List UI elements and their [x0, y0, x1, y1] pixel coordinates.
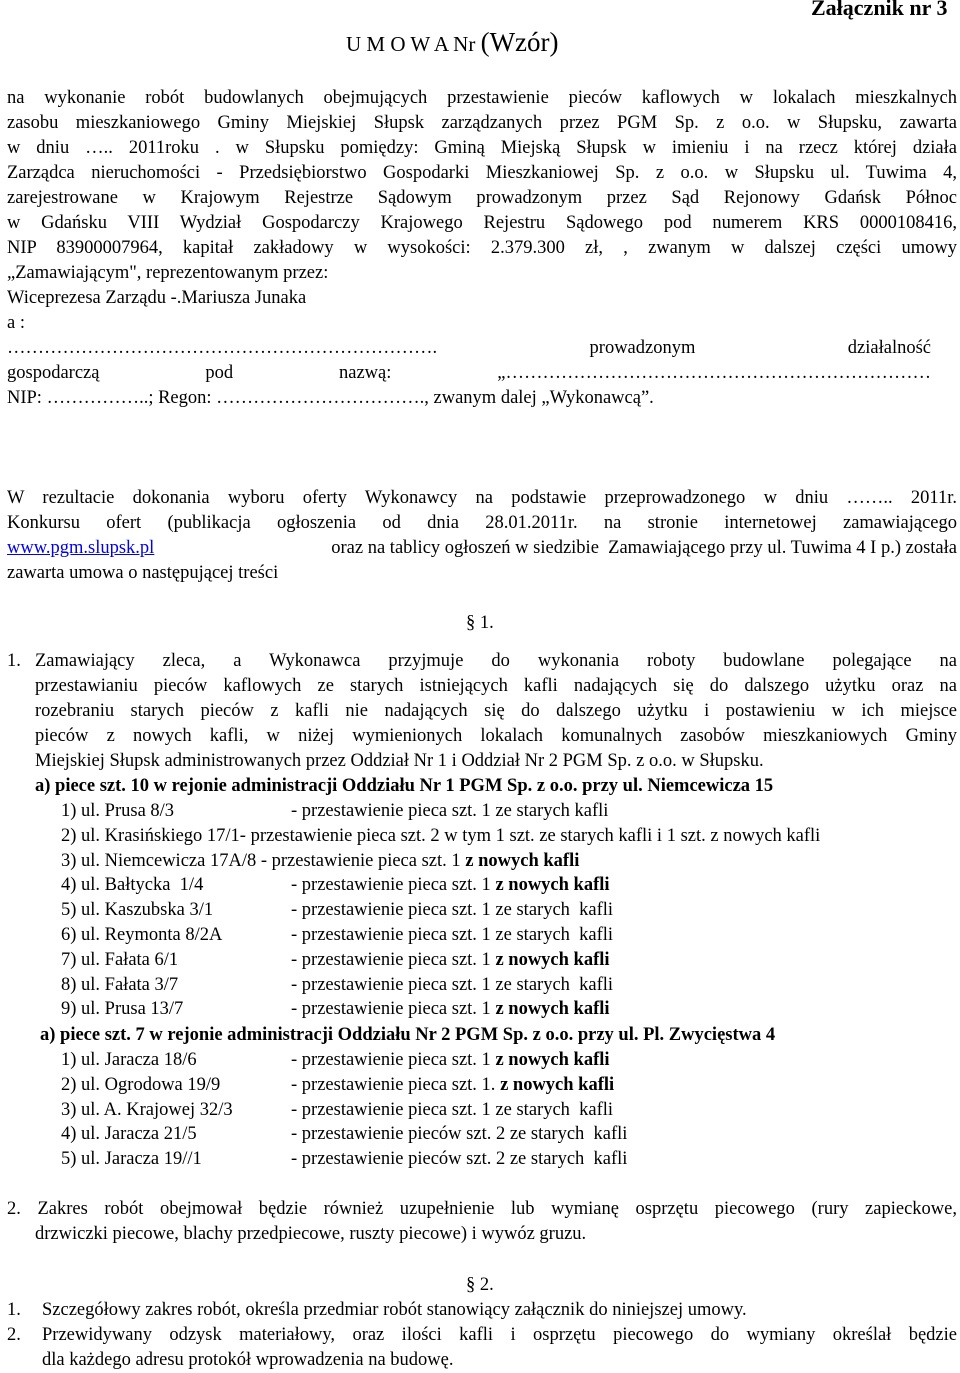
list-item-bold-note: z nowych kafli — [495, 1050, 610, 1070]
list-item-description-text: - przestawienie pieca szt. 1 ze starych kafli — [291, 974, 614, 995]
list-item — [61, 1073, 615, 1098]
item-text: Szczegółowy zakres robót, określa przedmiar robót stanowiący załącznik do niniejszej umowy. — [42, 1300, 747, 1320]
item-number: 1. — [7, 1300, 21, 1320]
list-item — [61, 1122, 628, 1147]
list-item-description — [291, 1098, 613, 1123]
point-line: pieców z nowych kafli, w niżej wymienionych lokalach komunalnych zasobów mieszkaniowych Gminy — [35, 726, 957, 746]
intro-line: a : — [7, 313, 25, 333]
list-item — [61, 824, 820, 849]
point-number: 1. — [7, 651, 21, 671]
list-item — [61, 948, 610, 973]
intro-line: NIP 83900007964, kapitał zakładowy w wysokości: 2.379.300 zł, , zwanym w dalszej części umowy — [7, 238, 957, 258]
list-item-address: 1) ul. Jaracza 18/6 — [61, 1050, 197, 1070]
list-item-description-text: - przestawienie pieca szt. 1 — [291, 1050, 491, 1070]
list-item-description — [291, 948, 610, 973]
list-item-description — [291, 799, 608, 824]
list-item-description — [291, 1073, 614, 1098]
list-item-address: 2) ul. Ogrodowa 19/9 — [61, 1074, 221, 1095]
list-item-address: 6) ul. Reymonta 8/2A — [61, 925, 223, 945]
list-item-description-text: - przestawienie pieców szt. 2 ze starych kafli — [291, 1149, 628, 1170]
list-item-address: 9) ul. Prusa 13/7 — [61, 999, 184, 1020]
list-item-description-text: - przestawienie pieca szt. 1 ze starych kafli — [291, 925, 614, 945]
list-item-address: 8) ul. Fałata 3/7 — [61, 974, 179, 995]
intro-line: w dniu ….. 2011roku . w Słupsku pomiędzy: Gminą Miejską Słupsk w imieniu i na rzecz której działa — [7, 138, 957, 158]
list-item-description — [291, 1122, 627, 1147]
list-item-description-text: - przestawienie pieców szt. 2 ze starych kafli — [291, 1124, 628, 1145]
list-item — [61, 873, 610, 898]
list-item-bold-note: z nowych kafli — [495, 949, 610, 970]
section-2-heading: § 2. — [466, 1275, 494, 1295]
list-item-address: 5) ul. Kaszubska 3/1 — [61, 900, 214, 921]
item-text: Przewidywany odzysk materiałowy, oraz ilości kafli i osprzętu piecowego do wymiany określał będzie — [42, 1325, 957, 1345]
list-item-description-text: - przestawienie pieca szt. 1 ze starych kafli — [291, 1099, 614, 1120]
intro-line: na wykonanie robót budowlanych obejmujących przestawienie pieców kaflowych w lokalach mieszkalnych — [7, 88, 957, 108]
result-line: W rezultacie dokonania wyboru oferty Wykonawcy na podstawie przeprowadzonego w dniu …….. 2011r. — [7, 488, 957, 508]
intro-line: zasobu mieszkaniowego Gminy Miejskiej Słupsk zarządzanych przez PGM Sp. z o.o. w Słupsku, zawarta — [7, 113, 957, 133]
list-item-bold-note: z nowych kafli — [500, 1074, 615, 1095]
result-line: zawarta umowa o następującej treści — [7, 563, 279, 583]
list-item-description-text: - przestawienie pieca szt. 1 ze starych kafli — [291, 801, 609, 821]
list-item-bold-note: z nowych kafli — [465, 850, 580, 871]
list-item-description — [291, 923, 613, 948]
list-item-description — [291, 898, 613, 923]
representative: Wiceprezesa Zarządu -.Mariusza Junaka — [7, 288, 307, 308]
list-item-address: 3) ul. Niemcewicza 17A/8 - przestawienie pieca szt. 1 — [61, 850, 461, 871]
list-item-address: 2) ul. Krasińskiego 17/1- przestawienie pieca szt. 2 w tym 1 szt. ze starych kafli i 1 szt. z nowych kafli — [61, 825, 821, 846]
result-line: Konkursu ofert (publikacja ogłoszenia od dnia 28.01.2011r. na stronie internetowej zamawiającego — [7, 513, 957, 533]
group-b-heading: a) piece szt. 7 w rejonie administracji Oddziału Nr 2 PGM Sp. z o.o. przy ul. Pl. Zwycięstwa 4 — [40, 1025, 776, 1045]
list-item — [61, 997, 610, 1022]
section-1-point-2-line: drzwiczki piecowe, blachy przedpiecowe, ruszty piecowe) i wywóz gruzu. — [35, 1224, 587, 1244]
list-item-address: 4) ul. Jaracza 21/5 — [61, 1124, 197, 1145]
list-item-description — [291, 873, 610, 898]
intro-line: „Zamawiającym", reprezentowanym przez: — [7, 263, 329, 283]
list-item-description-text: - przestawienie pieca szt. 1 — [291, 949, 491, 970]
list-item-description — [291, 1048, 610, 1073]
list-item — [61, 1048, 610, 1073]
list-item-address: 7) ul. Fałata 6/1 — [61, 949, 179, 970]
contractor-ids-blank: NIP: ……………..; Regon: ……………………………., zwanym dalej „Wykonawcą”. — [7, 388, 654, 408]
list-item-description-text: - przestawienie pieca szt. 1 — [291, 875, 491, 896]
item-text: dla każdego adresu protokół wprowadzenia na budowę. — [42, 1350, 454, 1370]
list-item — [61, 923, 614, 948]
intro-line: w Gdańsku VIII Wydział Gospodarczy Krajowego Rejestru Sądowego pod numerem KRS 0000108416, — [7, 213, 957, 233]
list-item-address: 3) ul. A. Krajowej 32/3 — [61, 1099, 233, 1120]
contract-title-text: U M O W A Nr — [346, 32, 476, 56]
item-number: 2. — [7, 1325, 21, 1345]
list-item — [61, 898, 614, 923]
contract-title — [346, 27, 559, 57]
section-1-heading: § 1. — [466, 613, 494, 633]
section-1-point-2-line: 2. Zakres robót obejmował będzie również uzupełnienie lub wymianę osprzętu piecowego (rury zapieckowe, — [7, 1199, 957, 1219]
list-item-description — [291, 1147, 627, 1172]
intro-line: Zarządca nieruchomości - Przedsiębiorstwo Gospodarki Mieszkaniowej Sp. z o.o. w Słupsku ul. Tuwima 4, — [7, 163, 957, 183]
list-item — [61, 973, 614, 998]
list-item — [61, 1147, 628, 1172]
list-item-description — [291, 997, 610, 1022]
list-item-bold-note: z nowych kafli — [495, 875, 610, 896]
list-item-description-text: - przestawienie pieca szt. 1 ze starych kafli — [291, 900, 614, 921]
point-line: Zamawiający zleca, a Wykonawca przyjmuje do wykonania roboty budowlane polegające na — [35, 651, 957, 671]
list-item-bold-note: z nowych kafli — [495, 999, 610, 1020]
list-item-description — [291, 973, 613, 998]
result-line-rest: oraz na tablicy ogłoszeń w siedzibie Zamawiającego przy ul. Tuwima 4 I p.) została — [326, 538, 957, 558]
point-line: Miejskiej Słupsk administrowanych przez Oddział Nr 1 i Oddział Nr 2 PGM Sp. z o.o. w Słupsku. — [35, 751, 764, 771]
contractor-blank: ……………………………………………………………. prowadzonym działalność — [7, 338, 931, 358]
list-item-address: 1) ul. Prusa 8/3 — [61, 801, 175, 821]
list-item-description-text: - przestawienie pieca szt. 1. — [291, 1074, 496, 1095]
list-item — [61, 799, 609, 824]
contractor-name-blank: gospodarczą pod nazwą: „…………………………………………………………… — [7, 363, 931, 383]
point-line: przestawianiu pieców kaflowych ze starych istniejących kafli nadających się do dalszego użytku oraz na — [35, 676, 957, 696]
list-item-description-text: - przestawienie pieca szt. 1 — [291, 999, 491, 1020]
annex-label: Załącznik nr 3 — [811, 0, 948, 20]
group-a-heading: a) piece szt. 10 w rejonie administracji Oddziału Nr 1 PGM Sp. z o.o. przy ul. Niemcewicza 15 — [35, 776, 774, 796]
point-line: rozebraniu starych pieców z kafli nie nadających się do dalszego użytku i postawieniu w ich miejsce — [35, 701, 957, 721]
contract-title-wzor: (Wzór) — [480, 27, 559, 57]
list-item — [61, 849, 579, 874]
website-link[interactable]: www.pgm.slupsk.pl — [7, 538, 155, 558]
list-item-address: 5) ul. Jaracza 19//1 — [61, 1149, 202, 1170]
list-item-address: 4) ul. Bałtycka 1/4 — [61, 875, 204, 896]
list-item — [61, 1098, 614, 1123]
intro-line: zarejestrowane w Krajowym Rejestrze Sądowym prowadzonym przez Sąd Rejonowy Gdańsk Północ — [7, 188, 957, 208]
result-line-link — [7, 536, 957, 561]
